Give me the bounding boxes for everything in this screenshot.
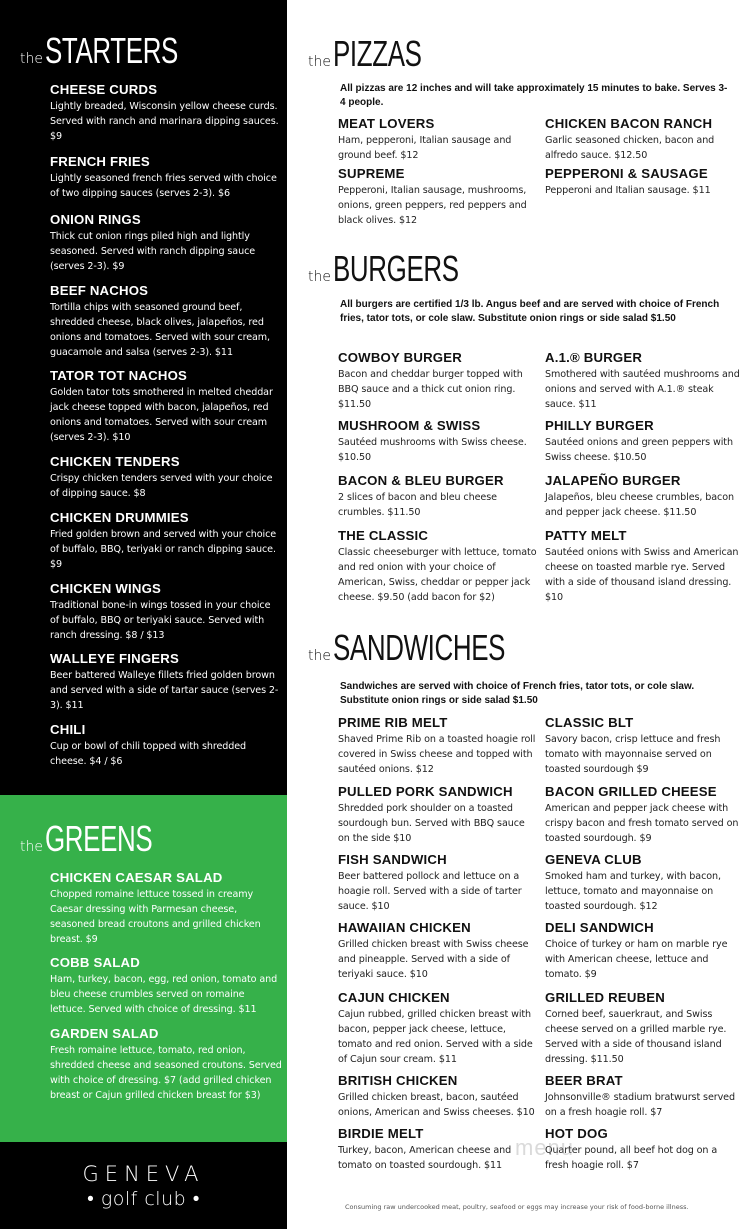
item-name: CHICKEN BACON RANCH bbox=[545, 116, 713, 131]
menu-item bbox=[50, 283, 282, 360]
item-description: Lightly breaded, Wisconsin yellow cheese curds. Served with ranch and marinara dipping sauces. $9 bbox=[50, 101, 279, 142]
section-name: GREENS bbox=[44, 818, 153, 859]
item-description: American and pepper jack cheese with crispy bacon and fresh tomato served on toasted sourdough. $9 bbox=[545, 803, 739, 844]
menu-item bbox=[50, 581, 282, 643]
item-description: Savory bacon, crisp lettuce and fresh tomato with mayonnaise served on toasted sourdough $9 bbox=[545, 734, 721, 775]
menu-item bbox=[50, 82, 282, 144]
menu-item bbox=[50, 212, 282, 274]
menu-item bbox=[545, 166, 740, 198]
menu-item bbox=[338, 473, 538, 520]
item-description: Ham, pepperoni, Italian sausage and ground beef. $12 bbox=[338, 135, 512, 161]
item-description: Choice of turkey or ham on marble rye with American cheese, lettuce and tomato. $9 bbox=[545, 939, 728, 980]
menu-item bbox=[50, 154, 282, 201]
item-description: Johnsonville® stadium bratwurst served on a fresh hoagie roll. $7 bbox=[545, 1092, 735, 1118]
section-note: Sandwiches are served with choice of French fries, tator tots, or cole slaw. Substitute onion rings or side salad $1.50 bbox=[340, 681, 695, 706]
item-name: WALLEYE FINGERS bbox=[50, 651, 180, 666]
item-description: Golden tator tots smothered in melted cheddar jack cheese topped with bacon, jalapeños, red onions and tomatoes. Served with sour cream (serves 2-3). $10 bbox=[50, 387, 273, 443]
section-note: All pizzas are 12 inches and will take approximately 15 minutes to bake. Serves 3-4 people. bbox=[340, 83, 728, 108]
menu-item bbox=[545, 1126, 740, 1173]
item-name: MEAT LOVERS bbox=[338, 116, 435, 131]
item-name: GARDEN SALAD bbox=[50, 1026, 159, 1041]
menu-item bbox=[338, 1073, 538, 1120]
section-prefix: the bbox=[20, 839, 43, 855]
menu-item bbox=[50, 1026, 282, 1103]
menu-item bbox=[338, 1126, 538, 1173]
item-description: Crispy chicken tenders served with your choice of dipping sauce. $8 bbox=[50, 473, 273, 499]
item-description: Cup or bowl of chili topped with shredded cheese. $4 / $6 bbox=[50, 741, 247, 767]
item-description: Smothered with sautéed mushrooms and onions and served with A.1.® steak sauce. $11 bbox=[545, 369, 740, 410]
menu-item bbox=[545, 920, 740, 982]
menu-item bbox=[338, 166, 538, 228]
item-description: Classic cheeseburger with lettuce, tomato and red onion with your choice of American, Swiss, cheddar or pepper jack cheese. $9.50 (add bacon for $2) bbox=[338, 547, 537, 603]
menu-item bbox=[545, 528, 740, 605]
item-name: BEEF NACHOS bbox=[50, 283, 149, 298]
item-description: Pepperoni and Italian sausage. $11 bbox=[545, 185, 711, 196]
item-name: FRENCH FRIES bbox=[50, 154, 150, 169]
item-description: Sautéed onions with Swiss and American cheese on toasted marble rye. Served with a side of thousand island dressing. $10 bbox=[545, 547, 739, 603]
menu-item bbox=[50, 870, 282, 947]
item-name: PEPPERONI & SAUSAGE bbox=[545, 166, 708, 181]
section-name: BURGERS bbox=[332, 248, 459, 289]
item-description: Lightly seasoned french fries served with choice of two dipping sauces (serves 2-3). $6 bbox=[50, 173, 277, 199]
item-description: 2 slices of bacon and bleu cheese crumbles. $11.50 bbox=[338, 492, 497, 518]
menu-item bbox=[338, 350, 538, 412]
item-description: Shredded pork shoulder on a toasted sourdough bun. Served with BBQ sauce on the side $10 bbox=[338, 803, 525, 844]
menu-item bbox=[545, 990, 740, 1067]
item-description: Garlic seasoned chicken, bacon and alfredo sauce. $12.50 bbox=[545, 135, 715, 161]
item-name: PHILLY BURGER bbox=[545, 418, 654, 433]
item-description: Ham, turkey, bacon, egg, red onion, tomato and bleu cheese crumbles served on romaine lettuce. Served with choice of dressing. $11 bbox=[50, 974, 278, 1015]
section-prefix: the bbox=[20, 51, 43, 67]
menu-item bbox=[50, 454, 282, 501]
watermark: menu bbox=[515, 1135, 575, 1160]
item-name: FISH SANDWICH bbox=[338, 852, 447, 867]
item-name: PATTY MELT bbox=[545, 528, 627, 543]
item-name: THE CLASSIC bbox=[338, 528, 429, 543]
menu-item bbox=[50, 651, 282, 713]
item-description: Turkey, bacon, American cheese and tomato on toasted sourdough. $11 bbox=[338, 1145, 512, 1171]
item-description: Grilled chicken breast with Swiss cheese and pineapple. Served with a side of teriyaki sauce. $10 bbox=[338, 939, 529, 980]
section-prefix: the bbox=[308, 269, 331, 285]
item-name: CLASSIC BLT bbox=[545, 715, 634, 730]
item-description: Quarter pound, all beef hot dog on a fresh hoagie roll. $7 bbox=[545, 1145, 718, 1171]
item-name: HOT DOG bbox=[545, 1126, 608, 1141]
item-name: A.1.® BURGER bbox=[545, 350, 643, 365]
item-name: HAWAIIAN CHICKEN bbox=[338, 920, 471, 935]
logo-name: GENEVA bbox=[82, 1162, 205, 1186]
pizzas-title bbox=[308, 33, 456, 75]
section-prefix: the bbox=[308, 648, 331, 664]
item-name: SUPREME bbox=[338, 166, 405, 181]
item-description: Fried golden brown and served with your choice of buffalo, BBQ, teriyaki or ranch dipping sauce. $9 bbox=[50, 529, 277, 570]
item-description: Pepperoni, Italian sausage, mushrooms, onions, green peppers, red peppers and black olives. $12 bbox=[338, 185, 527, 226]
menu-item bbox=[338, 116, 538, 163]
item-name: BACON & BLEU BURGER bbox=[338, 473, 504, 488]
menu-item bbox=[545, 852, 740, 914]
menu-item bbox=[545, 418, 740, 465]
menu-item bbox=[545, 715, 740, 777]
menu-item bbox=[338, 852, 538, 914]
burgers-title bbox=[308, 248, 508, 290]
menu-item bbox=[338, 528, 538, 605]
item-name: PULLED PORK SANDWICH bbox=[338, 784, 513, 799]
left-column bbox=[0, 0, 287, 1229]
item-name: BACON GRILLED CHEESE bbox=[545, 784, 717, 799]
item-name: PRIME RIB MELT bbox=[338, 715, 448, 730]
item-description: Bacon and cheddar burger topped with BBQ sauce and a thick cut onion ring. $11.50 bbox=[338, 369, 523, 410]
menu-item bbox=[338, 990, 538, 1067]
item-description: Tortilla chips with seasoned ground beef, shredded cheese, black olives, jalapeños, red onions and tomatoes. Served with sour cream, guacamole and salsa (serves 2-3). $11 bbox=[50, 302, 270, 358]
item-name: CHICKEN CAESAR SALAD bbox=[50, 870, 223, 885]
item-name: TATOR TOT NACHOS bbox=[50, 368, 188, 383]
item-description: Fresh romaine lettuce, tomato, red onion, shredded cheese and seasoned croutons. Served with choice of dressing. $7 (add grilled chicken breast or Cajun grilled chicken breast for $3) bbox=[50, 1045, 282, 1101]
item-name: BRITISH CHICKEN bbox=[338, 1073, 458, 1088]
menu-item bbox=[545, 473, 740, 520]
item-name: CHICKEN DRUMMIES bbox=[50, 510, 189, 525]
greens-title bbox=[20, 818, 194, 860]
section-name: PIZZAS bbox=[332, 33, 422, 74]
logo-subtitle: • golf club • bbox=[87, 1188, 200, 1210]
item-name: CAJUN CHICKEN bbox=[338, 990, 450, 1005]
item-name: JALAPEÑO BURGER bbox=[545, 473, 681, 488]
menu-item bbox=[545, 784, 740, 846]
menu-item bbox=[338, 418, 538, 465]
menu-item bbox=[545, 1073, 740, 1120]
section-name: SANDWICHES bbox=[332, 627, 506, 668]
menu-item bbox=[545, 350, 740, 412]
menu-item bbox=[338, 784, 538, 846]
item-description: Beer battered pollock and lettuce on a hoagie roll. Served with a side of tarter sauce. $10 bbox=[338, 871, 522, 912]
item-name: CHILI bbox=[50, 722, 86, 737]
club-logo bbox=[0, 1142, 287, 1229]
item-description: Grilled chicken breast, bacon, sautéed onions, American and Swiss cheeses. $10 bbox=[338, 1092, 535, 1118]
menu-item bbox=[338, 920, 538, 982]
section-prefix: the bbox=[308, 54, 331, 70]
item-description: Corned beef, sauerkraut, and Swiss cheese served on a grilled marble rye. Served with a side of thousand island dressing. $11.50 bbox=[545, 1009, 727, 1065]
menu-item bbox=[338, 715, 538, 777]
section-name: STARTERS bbox=[44, 30, 178, 71]
item-description: Sautéed mushrooms with Swiss cheese. $10.50 bbox=[338, 437, 527, 463]
item-description: Shaved Prime Rib on a toasted hoagie roll covered in Swiss cheese and topped with sautéed onions. $12 bbox=[338, 734, 536, 775]
item-name: DELI SANDWICH bbox=[545, 920, 654, 935]
item-description: Chopped romaine lettuce tossed in creamy Caesar dressing with Parmesan cheese, seasoned bread croutons and grilled chicken breast. $9 bbox=[50, 889, 261, 945]
menu-item bbox=[50, 722, 282, 769]
menu-item bbox=[50, 368, 282, 445]
item-name: COBB SALAD bbox=[50, 955, 140, 970]
sandwiches-title bbox=[308, 627, 572, 669]
item-name: CHICKEN TENDERS bbox=[50, 454, 180, 469]
item-description: Jalapeños, bleu cheese crumbles, bacon and pepper jack cheese. $11.50 bbox=[545, 492, 734, 518]
item-name: MUSHROOM & SWISS bbox=[338, 418, 481, 433]
item-name: BIRDIE MELT bbox=[338, 1126, 424, 1141]
starters-title bbox=[20, 30, 230, 72]
item-name: CHICKEN WINGS bbox=[50, 581, 162, 596]
item-name: COWBOY BURGER bbox=[338, 350, 462, 365]
item-description: Thick cut onion rings piled high and lightly seasoned. Served with ranch dipping sauce (serves 2-3). $9 bbox=[50, 231, 256, 272]
item-description: Traditional bone-in wings tossed in your choice of buffalo, BBQ or teriyaki sauce. Served with ranch dressing. $8 / $13 bbox=[50, 600, 271, 641]
food-safety-disclaimer: Consuming raw undercooked meat, poultry, seafood or eggs may increase your risk of food-borne illness. bbox=[345, 1203, 689, 1211]
menu-item bbox=[50, 955, 282, 1017]
menu-item bbox=[545, 116, 740, 163]
item-name: GRILLED REUBEN bbox=[545, 990, 666, 1005]
item-name: GENEVA CLUB bbox=[545, 852, 642, 867]
item-name: CHEESE CURDS bbox=[50, 82, 158, 97]
item-description: Cajun rubbed, grilled chicken breast with bacon, pepper jack cheese, lettuce, tomato and red onion. Served with a side of Cajun sour cream. $11 bbox=[338, 1009, 533, 1065]
item-description: Smoked ham and turkey, with bacon, lettuce, tomato and mayonnaise on toasted sourdough. $12 bbox=[545, 871, 721, 912]
section-note: All burgers are certified 1/3 lb. Angus beef and are served with choice of French fries, tator tots, or cole slaw. Substitute onion rings or side salad $1.50 bbox=[340, 299, 720, 324]
item-description: Beer battered Walleye fillets fried golden brown and served with a side of tartar sauce (serves 2-3). $11 bbox=[50, 670, 279, 711]
item-name: BEER BRAT bbox=[545, 1073, 623, 1088]
item-name: ONION RINGS bbox=[50, 212, 141, 227]
menu-item bbox=[50, 510, 282, 572]
item-description: Sautéed onions and green peppers with Swiss cheese. $10.50 bbox=[545, 437, 733, 463]
